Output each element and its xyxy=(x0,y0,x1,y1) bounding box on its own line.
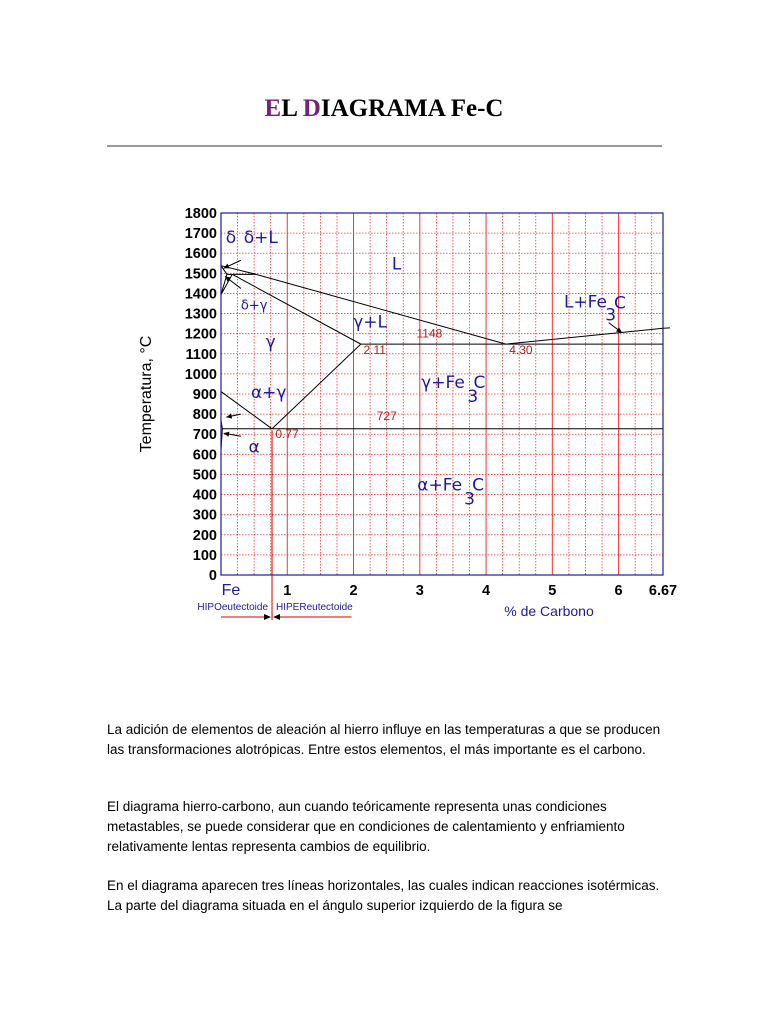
boundary-liquidus-right xyxy=(506,328,663,344)
y-tick-label: 800 xyxy=(192,407,217,424)
paragraph-3: En el diagrama aparecen tres líneas horizontales, las cuales indican reacciones isotérmicas. La parte del diagrama situada en el ángulo superior izquierdo de la figura se xyxy=(107,878,660,913)
x-tick-label: 4 xyxy=(482,583,491,599)
phase-label: L xyxy=(391,254,402,275)
y-tick-label: 1300 xyxy=(184,306,217,323)
y-tick-label: 100 xyxy=(192,547,217,564)
y-tick-label: 200 xyxy=(192,527,217,544)
phase-label: 3 xyxy=(467,387,479,408)
y-tick-label: 1700 xyxy=(184,226,217,243)
y-tick-label: 1100 xyxy=(185,346,217,363)
y-tick-label: 500 xyxy=(192,467,217,484)
pointer-arrowhead xyxy=(616,327,622,332)
phase-label: δ xyxy=(225,228,237,249)
title-part-1: L xyxy=(281,95,303,122)
phase-label: α+γ xyxy=(250,383,287,404)
paragraph-2: El diagrama hierro-carbono, aun cuando teóricamente representa unas condiciones metastables, se puede considerar que en condiciones de calentamiento y enfriamiento relativamente lentas representa cambios de equilibrio. xyxy=(107,799,625,854)
y-tick-label: 900 xyxy=(192,387,217,403)
title-initial-e: E xyxy=(264,95,282,122)
value-label: 727 xyxy=(376,409,397,424)
phase-label: 3 xyxy=(464,489,475,510)
phase-label: C xyxy=(613,293,626,314)
x-tick-labels xyxy=(222,582,677,599)
hypo-arrowhead xyxy=(264,614,271,620)
title-initial-d: D xyxy=(302,95,321,122)
x-tick-label: 6.67 xyxy=(648,583,678,599)
y-tick-label: 300 xyxy=(192,507,217,524)
value-label: 1148 xyxy=(416,326,443,341)
y-tick-labels xyxy=(185,206,217,584)
x-tick-label: 5 xyxy=(548,583,557,599)
title-divider xyxy=(107,145,662,147)
phase-label: δ+γ xyxy=(240,298,268,314)
y-tick-label: 1400 xyxy=(184,286,217,303)
title-part-2: IAGRAMA Fe-C xyxy=(320,95,504,122)
value-label: 2.11 xyxy=(363,342,386,357)
y-axis-label: Temperatura, °C xyxy=(138,335,155,453)
hyper-arrowhead xyxy=(273,614,280,620)
boundary-delta-left xyxy=(221,266,227,295)
y-tick-label: 1000 xyxy=(184,366,217,383)
x-tick-label: Fe xyxy=(221,582,241,599)
fe-c-phase-diagram xyxy=(120,196,700,636)
hypoeutectoid-label: HIPOeutectoide xyxy=(197,602,269,613)
y-tick-label: 1600 xyxy=(184,246,217,263)
hypereutectoid-label: HIPEReutectoide xyxy=(276,602,353,613)
x-tick-label: 1 xyxy=(283,583,292,599)
value-label: 4.30 xyxy=(509,342,533,357)
phase-label: α xyxy=(248,437,260,458)
phase-label: δ+L xyxy=(243,228,278,249)
y-tick-label: 1800 xyxy=(184,206,217,222)
phase-label: 3 xyxy=(605,305,617,326)
y-tick-label: 0 xyxy=(208,568,217,584)
phase-label: C xyxy=(473,372,486,393)
page-title xyxy=(0,95,768,123)
phase-label: α+Fe xyxy=(417,475,463,496)
x-tick-label: 2 xyxy=(349,583,358,599)
y-tick-label: 400 xyxy=(192,487,217,504)
phase-label: C xyxy=(472,475,485,496)
y-tick-label: 1200 xyxy=(184,326,217,343)
phase-label: γ+L xyxy=(353,312,387,333)
phase-boundaries xyxy=(221,260,670,450)
value-label: 0.77 xyxy=(275,427,299,442)
phase-label: γ xyxy=(265,332,276,353)
grid xyxy=(221,213,663,575)
phase-label: L+Fe xyxy=(563,292,607,313)
x-tick-label: 3 xyxy=(415,583,424,599)
y-tick-label: 600 xyxy=(192,447,217,464)
paragraph-1: La adición de elementos de aleación al hierro influye en las temperaturas a que se producen las transformaciones alotrópicas. Entre estos elementos, el más importante es el carbono. xyxy=(107,722,661,757)
x-tick-label: 6 xyxy=(614,583,623,599)
phase-label: γ+Fe xyxy=(421,372,465,393)
x-axis-label: % de Carbono xyxy=(504,603,594,619)
y-tick-label: 700 xyxy=(192,427,217,444)
phase-labels xyxy=(226,228,626,509)
y-tick-label: 1500 xyxy=(184,266,217,283)
